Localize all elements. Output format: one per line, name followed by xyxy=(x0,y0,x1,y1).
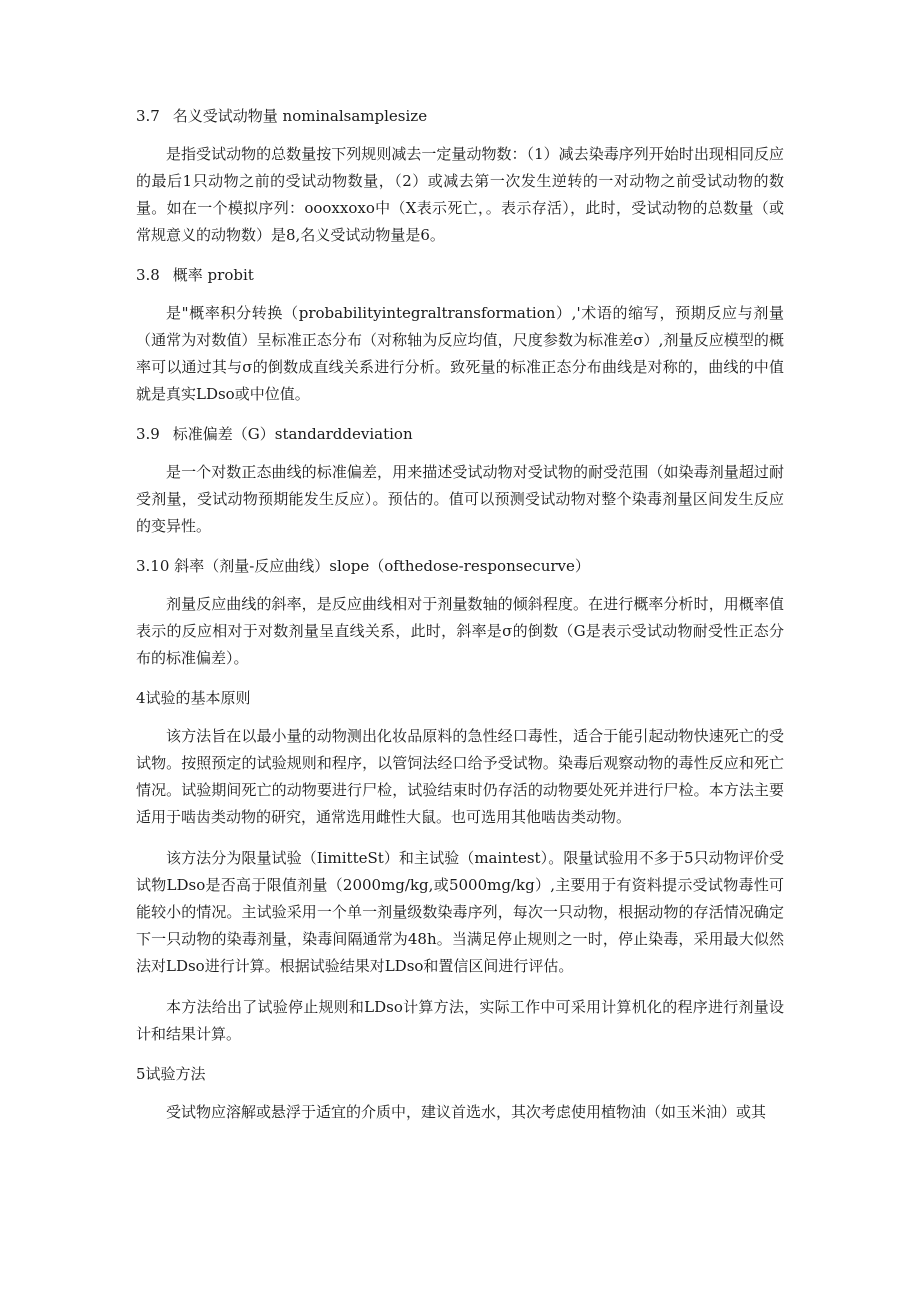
section-number: 3.10 xyxy=(136,557,170,575)
section-heading-3-10 xyxy=(136,554,784,578)
section-heading-3-7 xyxy=(136,104,784,128)
paragraph: 受试物应溶解或悬浮于适宜的介质中，建议首选水，其次考虑使用植物油（如玉米油）或其 xyxy=(166,1103,767,1121)
section-title: 概率 probit xyxy=(172,266,254,284)
paragraph: 该方法分为限量试验（IimitteSt）和主试验（maintest）。限量试验用不多于5只动物评价受试物LDso是否高于限值剂量（2000mg/kg,或5000mg/kg）,主要用于有资料提示受试物毒性可能较小的情况。主试验采用一个单一剂量级数染毒序列，每次一只动物，根据动物的存活情况确定下一只动物的染毒剂量，染毒间隔通常为48h。当满足停止规则之一时，停止染毒，采用最大似然法对LDso进行计算。根据试验结果对LDso和置信区间进行评估。 xyxy=(136,849,784,975)
section-title: 标准偏差（G）standarddeviation xyxy=(172,425,413,443)
section-number: 4 xyxy=(136,689,146,707)
section-heading-3-8 xyxy=(136,263,784,287)
paragraph: 该方法旨在以最小量的动物测出化妆品原料的急性经口毒性，适合于能引起动物快速死亡的受试物。按照预定的试验规则和程序，以管饲法经口给予受试物。染毒后观察动物的毒性反应和死亡情况。试验期间死亡的动物要进行尸检，试验结束时仍存活的动物要处死并进行尸检。本方法主要适用于啮齿类动物的研究，通常选用雌性大鼠。也可选用其他啮齿类动物。 xyxy=(136,727,784,826)
section-number: 5 xyxy=(136,1065,146,1083)
paragraph: 是"概率积分转换（probabilityintegraltransformation）,'术语的缩写，预期反应与剂量（通常为对数值）呈标准正态分布（对称轴为反应均值，尺度参数为标准差σ）,剂量反应模型的概率可以通过其与σ的倒数成直线关系进行分析。致死量的标准正态分布曲线是对称的，曲线的中值就是真实LDso或中位值。 xyxy=(136,304,784,403)
paragraph: 是一个对数正态曲线的标准偏差，用来描述受试动物对受试物的耐受范围（如染毒剂量超过耐受剂量，受试动物预期能发生反应）。预估的。值可以预测受试动物对整个染毒剂量区间发生反应的变异性。 xyxy=(136,463,784,535)
section-title: 名义受试动物量 nominalsamplesize xyxy=(172,107,428,125)
paragraph: 剂量反应曲线的斜率，是反应曲线相对于剂量数轴的倾斜程度。在进行概率分析时，用概率值表示的反应相对于对数剂量呈直线关系，此时，斜率是σ的倒数（G是表示受试动物耐受性正态分布的标准偏差）。 xyxy=(136,595,784,667)
section-number: 3.8 xyxy=(136,266,160,284)
paragraph: 是指受试动物的总数量按下列规则减去一定量动物数：（1）减去染毒序列开始时出现相同反应的最后1只动物之前的受试动物数量，（2）或减去第一次发生逆转的一对动物之前受试动物的数量。如在一个模拟序列：oooxxoxo中（X表示死亡，。表示存活），此时，受试动物的总数量（或常规意义的动物数）是8,名义受试动物量是6。 xyxy=(136,145,784,244)
section-heading-4 xyxy=(136,686,784,710)
section-title: 试验的基本原则 xyxy=(145,689,251,707)
section-number: 3.9 xyxy=(136,425,160,443)
section-title: 斜率（剂量-反应曲线）slope（ofthedose-responsecurve） xyxy=(174,557,590,575)
section-title: 试验方法 xyxy=(145,1065,206,1083)
section-heading-3-9 xyxy=(136,422,784,446)
paragraph: 本方法给出了试验停止规则和LDso计算方法，实际工作中可采用计算机化的程序进行剂量设计和结果计算。 xyxy=(136,998,784,1043)
section-number: 3.7 xyxy=(136,107,160,125)
section-heading-5 xyxy=(136,1062,784,1086)
